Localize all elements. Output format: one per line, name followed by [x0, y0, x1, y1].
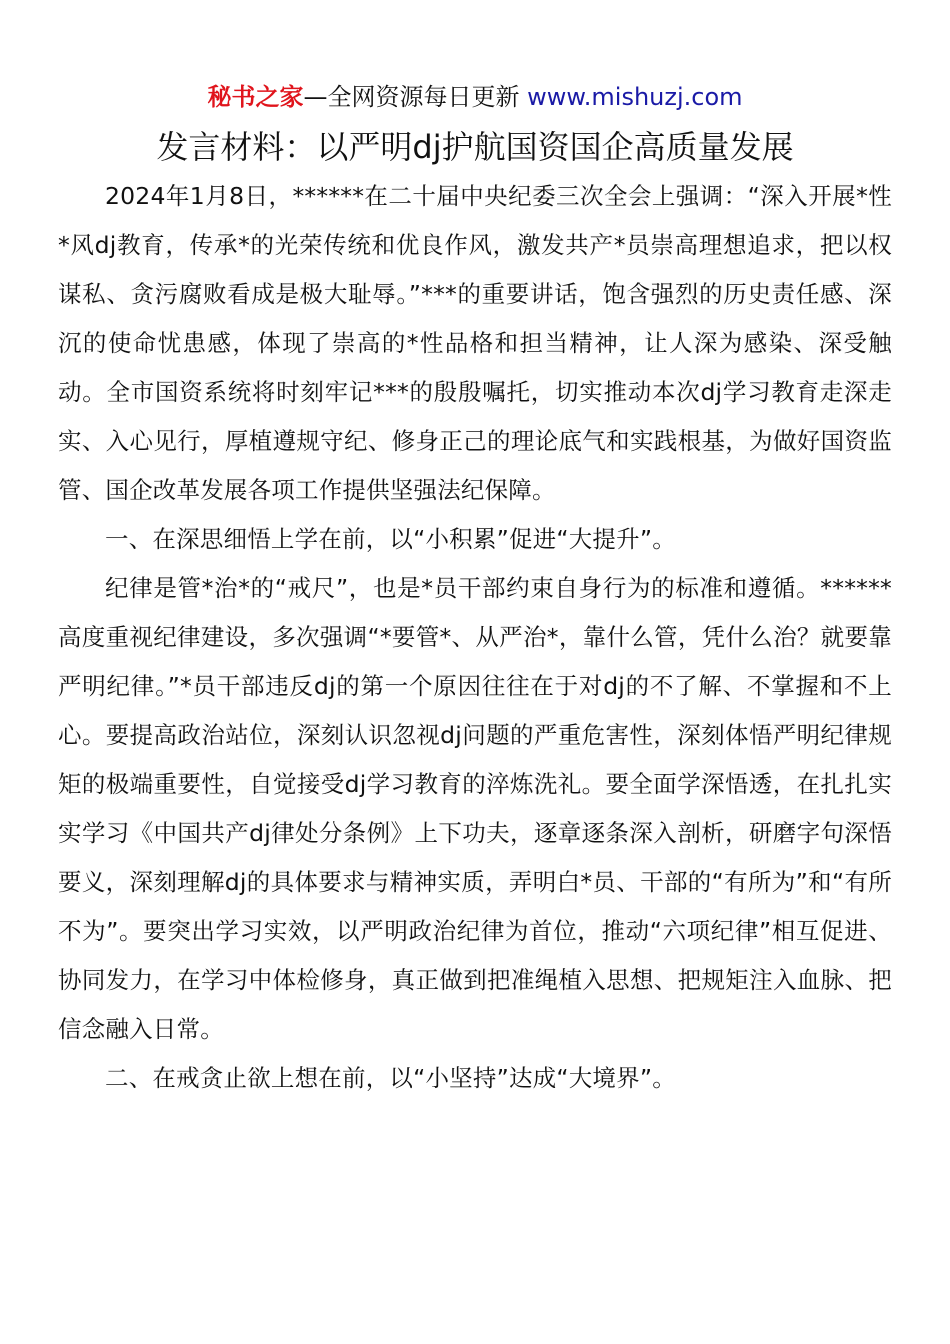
brand-name: 秘书之家 [207, 83, 304, 111]
section-heading-1: 一、在深思细悟上学在前，以“小积累”促进“大提升”。 [105, 525, 676, 553]
paragraph-intro: 2024年1月8日，******在二十届中央纪委三次全会上强调：“深入开展*性*风dj教育，传承*的光荣传统和优良作风，激发共产*员崇高理想追求，把以权谋私、贪污腐败看成是极大耻辱。”***的重要讲话，饱含强烈的历史责任感、深沉的使命忧患感，体现了崇高的*性品格和担当精神，让人深为感染、深受触动。全市国资系统将时刻牢记***的殷殷嘱托，切实推动本次dj学习教育走深走实、入心见行，厚植遵规守纪、修身正己的理论底气和实践根基，为做好国资监管、国企改革发展各项工作提供坚强法纪保障。 [58, 182, 892, 504]
header-tagline: 全网资源每日更新 [327, 83, 528, 111]
site-url-link[interactable]: www.mishuzj.com [527, 83, 743, 111]
document-body [58, 172, 892, 1103]
paragraph-section-1: 纪律是管*治*的“戒尺”，也是*员干部约束自身行为的标准和遵循。******高度重视纪律建设，多次强调“*要管*、从严治*，靠什么管，凭什么治？就要靠严明纪律。”*员干部违反dj的第一个原因往往在于对dj的不了解、不掌握和不上心。要提高政治站位，深刻认识忽视dj问题的严重危害性，深刻体悟严明纪律规矩的极端重要性，自觉接受dj学习教育的淬炼洗礼。要全面学深悟透，在扎扎实实学习《中国共产dj律处分条例》上下功夫，逐章逐条深入剖析，研磨字句深悟要义，深刻理解dj的具体要求与精神实质，弄明白*员、干部的“有所为”和“有所不为”。要突出学习实效，以严明政治纪律为首位，推动“六项纪律”相互促进、协同发力，在学习中体检修身，真正做到把准绳植入思想、把规矩注入血脉、把信念融入日常。 [58, 574, 892, 1043]
site-header [0, 80, 950, 114]
header-dash: — [303, 83, 328, 111]
section-heading-2: 二、在戒贪止欲上想在前，以“小坚持”达成“大境界”。 [105, 1064, 676, 1092]
document-title: 发言材料：以严明dj护航国资国企高质量发展 [156, 128, 794, 166]
